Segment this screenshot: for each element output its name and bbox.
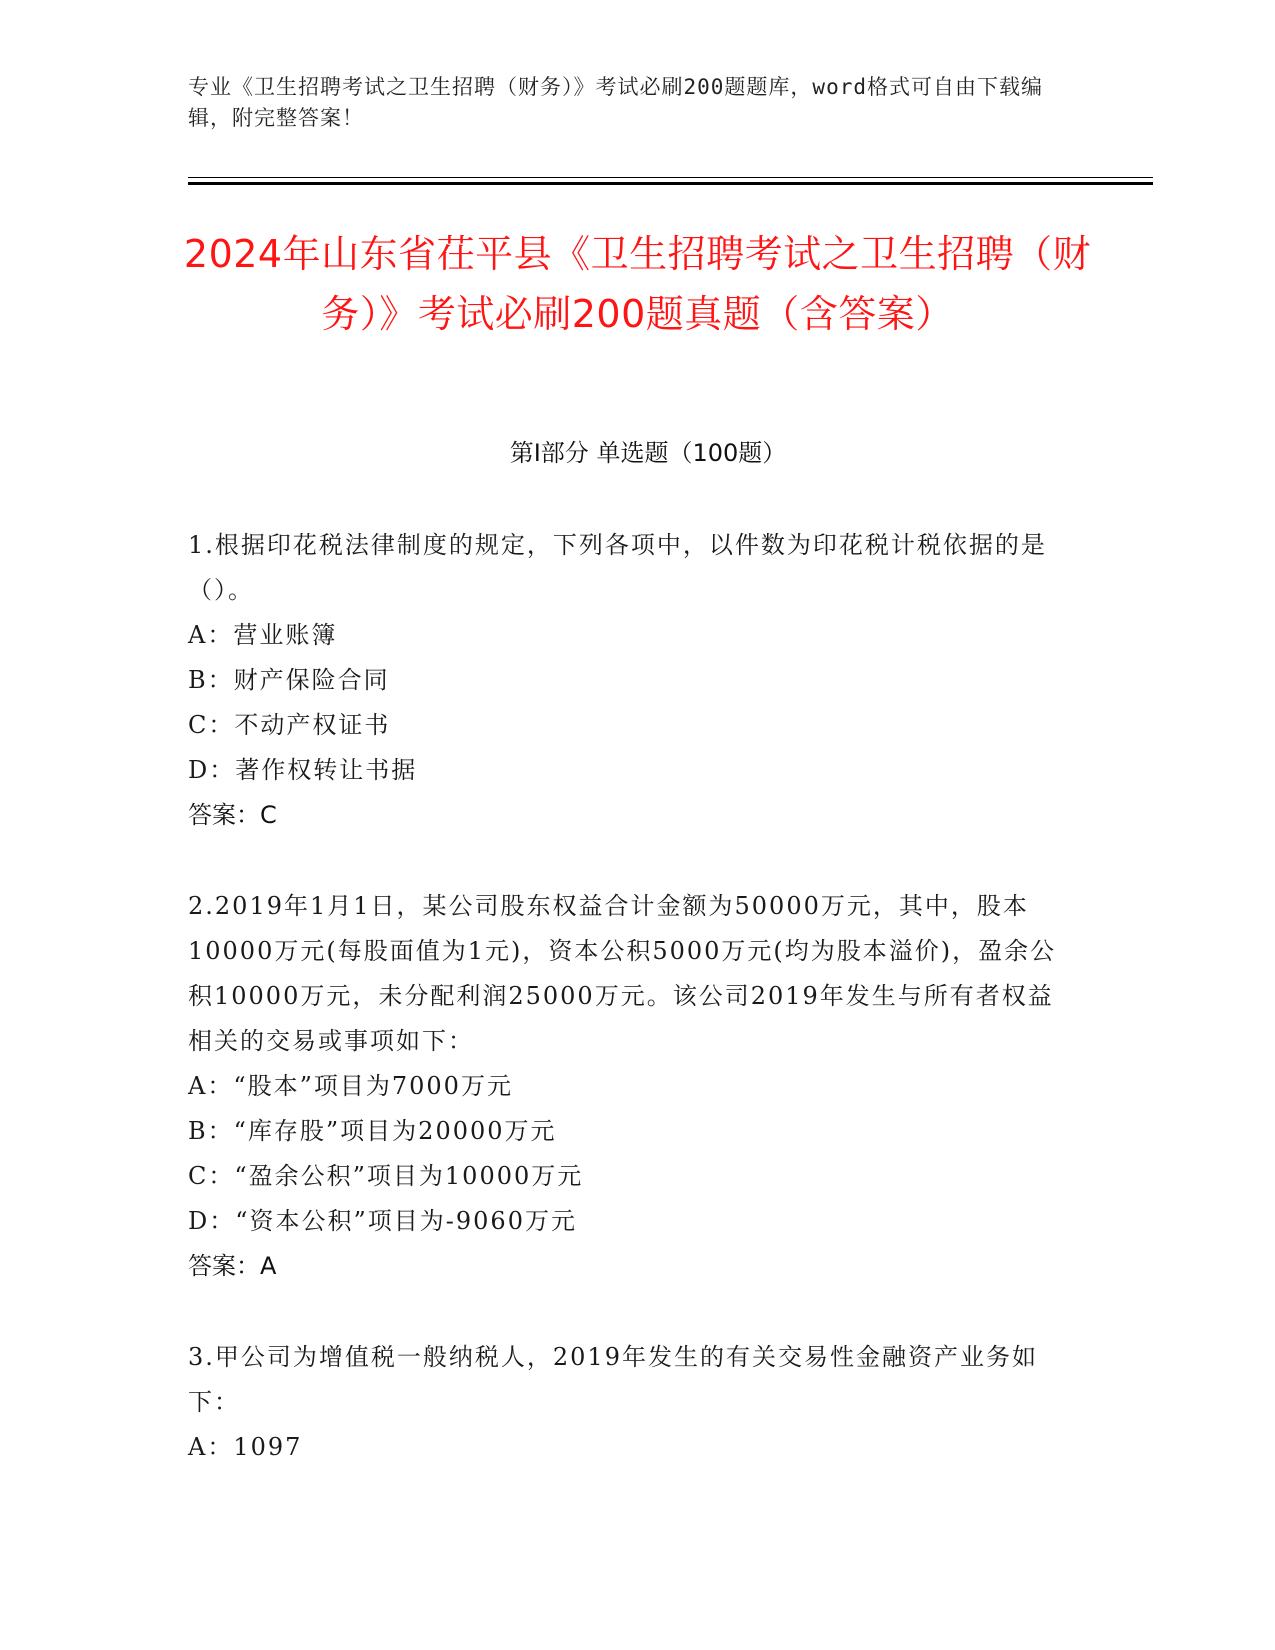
document-title: 2024年山东省茌平县《卫生招聘考试之卫生招聘（财务）》考试必刷200题真题（含答案） xyxy=(183,232,1092,336)
option-a: A：“股本”项目为7000万元 xyxy=(188,1072,513,1100)
option-c: C：“盈余公积”项目为10000万元 xyxy=(188,1162,584,1190)
option-b: B：“库存股”项目为20000万元 xyxy=(188,1117,557,1145)
question-item xyxy=(188,1335,1068,1470)
header-note: 专业《卫生招聘考试之卫生招聘（财务）》考试必刷200题题库，word格式可自由下载编辑，附完整答案！ xyxy=(188,75,1043,130)
option-c: C：不动产权证书 xyxy=(188,711,391,739)
answer-line: 答案：A xyxy=(188,1252,277,1280)
option-a: A：1097 xyxy=(188,1433,303,1461)
header-divider-thick xyxy=(188,182,1153,185)
question-list xyxy=(188,523,1068,1516)
option-d: D：著作权转让书据 xyxy=(188,756,418,784)
question-stem: 2.2019年1月1日，某公司股东权益合计金额为50000万元，其中，股本10000万元(每股面值为1元)，资本公积5000万元(均为股本溢价)，盈余公积10000万元，未分配利润25000万元。该公司2019年发生与所有者权益相关的交易或事项如下： xyxy=(188,892,1057,1055)
question-item xyxy=(188,884,1068,1289)
answer-line: 答案：C xyxy=(188,801,277,829)
option-d: D：“资本公积”项目为-9060万元 xyxy=(188,1207,577,1235)
question-stem: 1.根据印花税法律制度的规定，下列各项中，以件数为印花税计税依据的是（）。 xyxy=(188,531,1047,604)
question-item xyxy=(188,523,1068,838)
question-stem: 3.甲公司为增值税一般纳税人，2019年发生的有关交易性金融资产业务如下： xyxy=(188,1343,1038,1416)
section-title: 第I部分 单选题（100题） xyxy=(509,439,787,467)
option-a: A：营业账簿 xyxy=(188,621,338,649)
header-divider-thin xyxy=(188,177,1153,178)
option-b: B：财产保险合同 xyxy=(188,666,390,694)
